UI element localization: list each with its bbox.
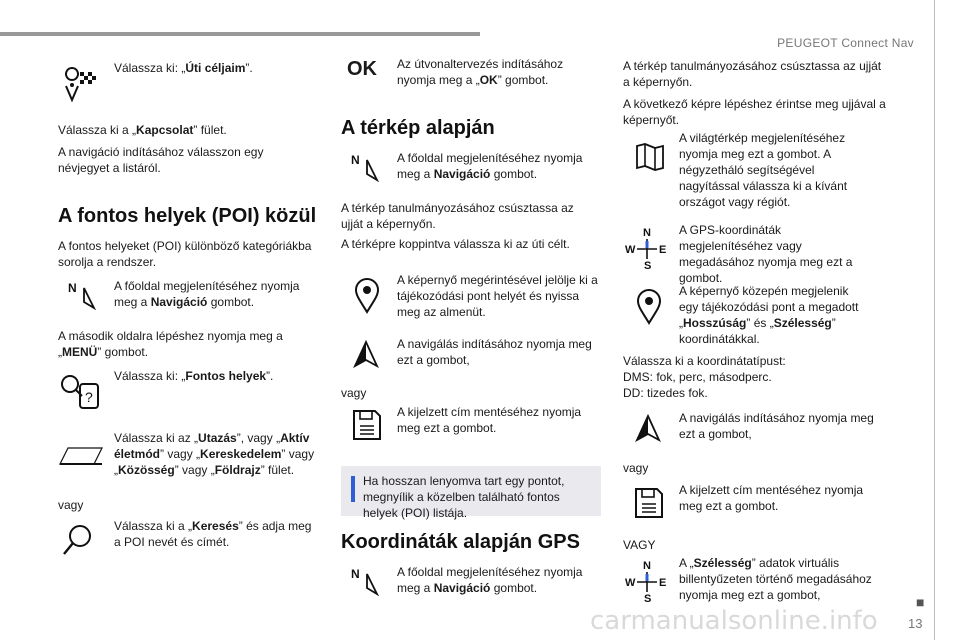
poi-search-icon: [58, 370, 102, 414]
col3-item-center-pin: A képernyő közepén megjelenik egy tájékozódási pont a megadott „Hosszúság” és „Szélesség” koordinátákkal.: [623, 283, 893, 347]
col1-menu-text: A második oldalra lépéshez nyomja meg a „MENÜ” gombot.: [58, 329, 283, 359]
top-rule: [0, 32, 480, 36]
tip-text: Ha hosszan lenyomva tart egy pontot, megnyílik a közelben található fontos helyek (POI) listája.: [363, 474, 565, 520]
info-icon: [351, 476, 355, 502]
svg-text:N: N: [68, 281, 77, 295]
col3-item-gps-coords: N S W E A GPS-koordináták megjelenítéséhez vagy megadásához nyomja meg ezt a gombot.: [625, 223, 853, 285]
col2-item-save: A kijelzett cím mentéséhez nyomja meg ezt a gombot.: [341, 404, 601, 444]
col2-item-navigation: N A főoldal megjelenítéséhez nyomja meg a Navigáció gombot.: [341, 150, 601, 186]
navigation-icon: [347, 566, 383, 596]
col2-item-start-nav: A navigálás indításához nyomja meg ezt a gombot,: [341, 336, 601, 370]
col2-item-pin: A képernyő megérintésével jelölje ki a tájékozódási pont helyét és nyissa meg az almenüt.: [341, 272, 601, 322]
col3-or-caps-text: VAGY: [623, 538, 656, 552]
navigation-icon: [64, 280, 100, 310]
svg-text:E: E: [659, 244, 667, 256]
col2-tap-text: A térképre koppintva válassza ki az úti célt.: [341, 237, 570, 251]
compass-icon: [625, 226, 669, 270]
category-tab-icon: [58, 444, 104, 468]
col2-item-navigation-gps: N A főoldal megjelenítéséhez nyomja meg a Navigáció gombot.: [341, 564, 601, 600]
location-pin-icon: [635, 289, 663, 325]
col3-item-world-map: A világtérkép megjelenítéséhez nyomja meg ezt a gombot. A négyzetháló segítségével nagyítással válassza ki a kívánt országot vagy régiót.: [623, 130, 893, 210]
svg-text:W: W: [625, 244, 636, 256]
compass-icon: [625, 559, 669, 603]
col1-item-destinations: Válassza ki: „Úti céljaim”.: [58, 60, 318, 106]
tip-box: [341, 466, 601, 520]
col1-or-text: vagy: [58, 498, 84, 512]
col3-dd: DD: tizedes fok.: [623, 386, 708, 400]
col3-dms: DMS: fok, perc, másodperc.: [623, 370, 772, 384]
start-navigation-icon: [635, 414, 661, 442]
col3-next-text: A következő képre lépéshez érintse meg ujjával a képernyőt.: [623, 97, 886, 127]
col1-item-poi: ? Válassza ki: „Fontos helyek”.: [58, 368, 318, 412]
col3-item-save: A kijelzett cím mentéséhez nyomja meg ezt a gombot.: [623, 482, 893, 522]
svg-text:S: S: [644, 260, 652, 270]
col1-poi-intro: A fontos helyeket (POI) különböző kategóriákba sorolja a rendszer.: [58, 239, 312, 269]
svg-text:?: ?: [85, 389, 93, 405]
right-margin-line: [934, 0, 935, 640]
world-map-icon: [635, 142, 665, 172]
svg-text:N: N: [351, 567, 360, 581]
col1-contact-text: A navigáció indításához válasszon egy névjegyet a listáról.: [58, 145, 264, 175]
svg-text:N: N: [643, 560, 651, 572]
heading-gps: Koordináták alapján GPS: [341, 531, 580, 553]
col2-item-ok: OK Az útvonaltervezés indításához nyomja meg a „OK” gombot.: [347, 57, 564, 87]
col1-item-navigation: N A főoldal megjelenítéséhez nyomja meg a Navigáció gombot.: [58, 278, 318, 318]
heading-poi: A fontos helyek (POI) közül: [58, 205, 317, 227]
watermark: carmanualsonline.info: [590, 606, 878, 636]
start-navigation-icon: [353, 340, 379, 368]
location-pin-icon: [353, 278, 381, 314]
svg-text:E: E: [659, 577, 667, 589]
col2-swipe-text: A térkép tanulmányozásához csúsztassa az ujját a képernyőn.: [341, 201, 574, 231]
save-icon: [633, 486, 665, 520]
save-icon: [351, 408, 383, 442]
svg-text:N: N: [351, 153, 360, 167]
search-icon: [60, 522, 96, 558]
col1-item-category: Válassza ki az „Utazás”, vagy „Aktív életmód” vagy „Kereskedelem” vagy „Közösség” vagy „Földrajz” fület.: [58, 430, 328, 496]
section-marker: ■: [916, 594, 925, 610]
ok-icon: OK: [347, 58, 377, 80]
col3-coord-type: Válassza ki a koordinátatípust:: [623, 354, 786, 368]
destination-flag-icon: [58, 66, 98, 106]
col3-swipe-text: A térkép tanulmányozásához csúsztassa az ujját a képernyőn.: [623, 59, 882, 89]
col2-or-text: vagy: [341, 386, 367, 400]
col3-or-text: vagy: [623, 461, 649, 475]
svg-text:W: W: [625, 577, 636, 589]
page-header: PEUGEOT Connect Nav: [777, 36, 914, 50]
col1-item-search: Válassza ki a „Keresés” és adja meg a POI nevét és címét.: [58, 518, 318, 562]
navigation-icon: [347, 152, 383, 182]
svg-text:S: S: [644, 593, 652, 603]
col3-item-start-nav: A navigálás indításához nyomja meg ezt a gombot,: [623, 410, 893, 446]
page-number: 13: [908, 616, 923, 631]
heading-map: A térkép alapján: [341, 117, 495, 139]
svg-text:N: N: [643, 227, 651, 239]
col1-kapcsolat-text: Válassza ki a „Kapcsolat” fület.: [58, 123, 227, 137]
col3-item-latitude: N S W E A „Szélesség” adatok virtuális billentyűzeten történő megadásához nyomja meg ezt a gombot,: [625, 556, 872, 603]
